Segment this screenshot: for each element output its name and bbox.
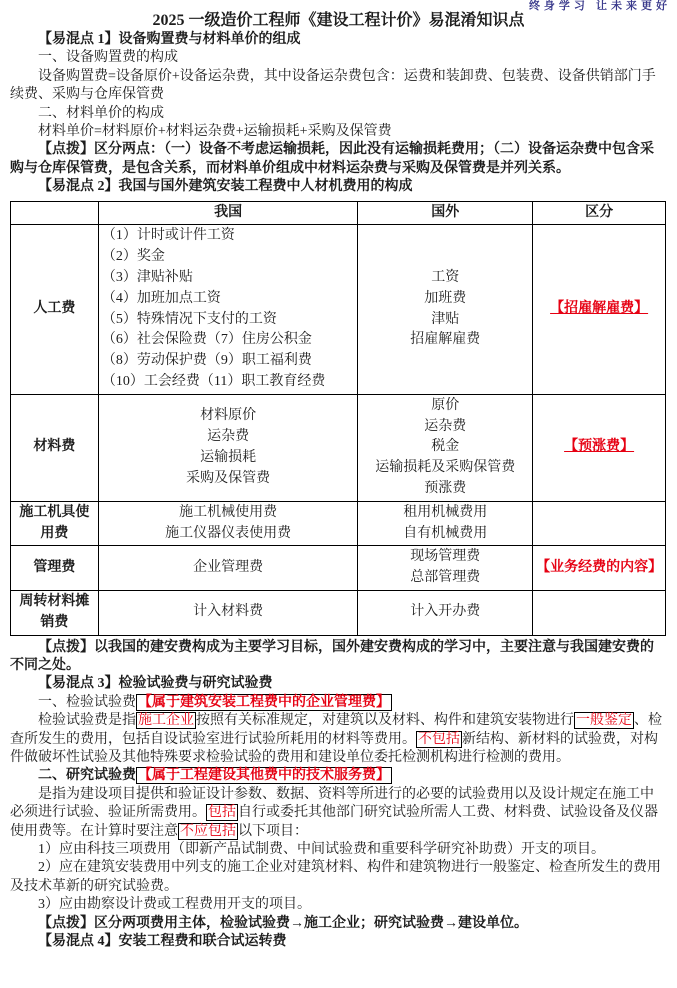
cost-comparison-table xyxy=(10,201,666,636)
sec3-sub1 xyxy=(10,694,667,712)
cell-china xyxy=(98,394,358,501)
text-run: 、检查所发生的费用，包括自设试验室进行试验所耗用的材料等费用。 xyxy=(10,713,662,747)
cell-line: （8）劳动保护费（9）职工福利费 xyxy=(101,353,312,369)
sec3-exclusion-item-2: 2）应在建筑安装费用中列支的施工企业对建筑材料、构件和建筑物进行一般鉴定、检查所发生的费用及技术革新的研究试验费。 xyxy=(10,860,661,894)
sec3-heading: 【易混点 3】检验试验费与研究试验费 xyxy=(38,676,273,692)
cell-diff xyxy=(533,591,666,636)
cell-abroad xyxy=(358,225,533,394)
cell-line: 自有机械费用 xyxy=(403,525,488,541)
text-run: 检验试验费是指 xyxy=(38,713,136,729)
table-row-machinery xyxy=(11,501,666,546)
cell-line: 总部管理费 xyxy=(410,570,481,586)
cell-abroad xyxy=(358,501,533,546)
sec1-subitem-1: 一、设备购置费的构成 xyxy=(38,50,178,66)
sub2-category-badge: 【属于工程建设其他费中的技术服务费】 xyxy=(138,768,390,784)
cell-line: 采购及保管费 xyxy=(186,470,271,486)
cell-line: 工资 xyxy=(431,270,460,286)
sec2-heading: 【易混点 2】我国与国外建筑安装工程费中人材机费用的构成 xyxy=(38,179,413,195)
table-row-labor xyxy=(11,225,666,394)
cell-abroad xyxy=(358,591,533,636)
cell-china xyxy=(98,501,358,546)
cell-abroad xyxy=(358,546,533,591)
cell-line: 施工机械使用费 xyxy=(179,504,278,520)
cell-line: 企业管理费 xyxy=(193,559,264,575)
row-label: 材料费 xyxy=(11,394,99,501)
cell-line: 现场管理费 xyxy=(410,549,481,565)
cell-diff xyxy=(533,501,666,546)
sec3-paragraph-2 xyxy=(10,786,667,841)
sec1-formula-material: 材料单价=材料原价+材料运杂费+运输损耗+采购及保管费 xyxy=(38,124,392,140)
sec3-paragraph-1 xyxy=(10,712,667,767)
cell-china xyxy=(98,225,358,394)
header-china: 我国 xyxy=(98,201,358,225)
page-title: 2025 一级造价工程师《建设工程计价》易混淆知识点 xyxy=(152,12,525,29)
sec1-formula-equipment: 设备购置费=设备原价+设备运杂费，其中设备运杂费包含：运费和装卸费、包装费、设备供销部门手续费、采购与仓库保管费 xyxy=(10,68,656,103)
text-run: 自行或委托其他部门研究试验所需人工费、材料费、试验设备及仪器使用费等。在计算时要注意 xyxy=(10,805,658,839)
cell-abroad xyxy=(358,394,533,501)
cell-line: 运杂费 xyxy=(207,429,250,445)
cell-line: 材料原价 xyxy=(200,408,257,424)
highlight-box: 不包括 xyxy=(418,731,460,747)
cell-diff xyxy=(533,225,666,394)
table-row-turnover-material xyxy=(11,591,666,636)
cell-diff xyxy=(533,546,666,591)
cell-line: 租用机械费用 xyxy=(403,504,488,520)
text-run: 新结构、新材料的试验费，对构件做破坏性试验及其他特殊要求检验试验的费用和建设单位委托检测机构进行检测的费用。 xyxy=(10,731,658,766)
sec4-heading: 【易混点 4】安装工程费和联合试运转费 xyxy=(38,934,287,950)
cell-line: （6）社会保险费（7）住房公积金 xyxy=(101,332,312,348)
cell-line: 津贴 xyxy=(431,311,460,327)
sub2-label: 二、研究试验费 xyxy=(38,768,136,784)
highlight-box: 一般鉴定 xyxy=(576,713,632,729)
cell-line: 加班费 xyxy=(424,290,467,306)
header-diff: 区分 xyxy=(533,201,666,225)
cell-line: （2）奖金 xyxy=(101,249,165,265)
header-empty xyxy=(11,201,99,225)
cell-line: 运输损耗 xyxy=(200,449,257,465)
cell-line: （10）工会经费（11）职工教育经费 xyxy=(101,374,326,390)
diff-annotation: 【招雇解雇费】 xyxy=(550,301,649,317)
text-run: 是指为建设项目提供和验证设计参数、数据、资料等所进行的必要的试验费用以及设计规定在施工中必须进行试验、验证所需费用。 xyxy=(10,786,654,821)
cell-line: 计入开办费 xyxy=(410,604,481,620)
brand-slogan: 终身学习 让未来更好 xyxy=(528,0,671,12)
cell-line: （1）计时或计件工资 xyxy=(101,228,235,244)
text-run: 按照有关标准规定，对建筑以及材料、构件和建筑安装物进行 xyxy=(196,713,574,729)
cell-china xyxy=(98,546,358,591)
row-label: 人工费 xyxy=(11,225,99,394)
row-label: 周转材料摊销费 xyxy=(11,591,99,636)
diff-annotation: 【预涨费】 xyxy=(564,439,635,455)
sec3-sub2 xyxy=(10,767,667,785)
sec1-heading: 【易混点 1】设备购置费与材料单价的组成 xyxy=(38,32,301,47)
cell-diff xyxy=(533,394,666,501)
sec2-tip: 【点拨】以我国的建安费构成为主要学习目标，国外建安费构成的学习中，主要注意与我国建安费的不同之处。 xyxy=(10,639,654,673)
cell-line: 招雇解雇费 xyxy=(410,332,481,348)
sec3-tip: 【点拨】区分两项费用主体，检验试验费→施工企业；研究试验费→建设单位。 xyxy=(38,915,528,931)
sub1-label: 一、检验试验费 xyxy=(38,694,136,710)
cell-line: （3）津贴补贴 xyxy=(101,270,193,286)
cell-line: 原价 xyxy=(431,397,460,413)
row-label: 施工机具使用费 xyxy=(11,501,99,546)
cell-line: 预涨费 xyxy=(424,481,467,497)
cell-line: （5）特殊情况下支付的工资 xyxy=(101,311,277,327)
sec3-exclusion-item-3: 3）应由勘察设计费或工程费用开支的项目。 xyxy=(38,897,311,913)
cell-line: 施工仪器仪表使用费 xyxy=(165,525,292,541)
sub1-category-badge: 【属于建筑安装工程费中的企业管理费】 xyxy=(138,694,390,710)
table-row-material xyxy=(11,394,666,501)
highlight-box: 施工企业 xyxy=(138,713,194,729)
sec3-exclusion-item-1: 1）应由科技三项费用（即新产品试制费、中间试验费和重要科学研究补助费）开支的项目。 xyxy=(38,842,605,858)
cell-line: 计入材料费 xyxy=(193,604,264,620)
highlight-box: 不应包括 xyxy=(180,823,236,839)
sec1-subitem-2: 二、材料单价的构成 xyxy=(38,105,164,121)
cell-line: （4）加班加点工资 xyxy=(101,290,221,306)
row-label: 管理费 xyxy=(11,546,99,591)
table-header-row xyxy=(11,201,666,225)
sec1-tip: 【点拨】区分两点：（一）设备不考虑运输损耗，因此没有运输损耗费用；（二）设备运杂费中包含采购与仓库保管费，是包含关系，而材料单价组成中材料运杂费与采购及保管费是并列关系。 xyxy=(10,142,654,176)
header-abroad: 国外 xyxy=(358,201,533,225)
cell-line: 税金 xyxy=(431,439,460,455)
highlight-box: 包括 xyxy=(208,805,236,821)
table-row-management xyxy=(11,546,666,591)
cell-china xyxy=(98,591,358,636)
cell-line: 运杂费 xyxy=(424,418,467,434)
cell-line: 运输损耗及采购保管费 xyxy=(375,460,516,476)
diff-annotation: 【业务经费的内容】 xyxy=(536,559,663,575)
text-run: 以下项目： xyxy=(238,823,308,839)
